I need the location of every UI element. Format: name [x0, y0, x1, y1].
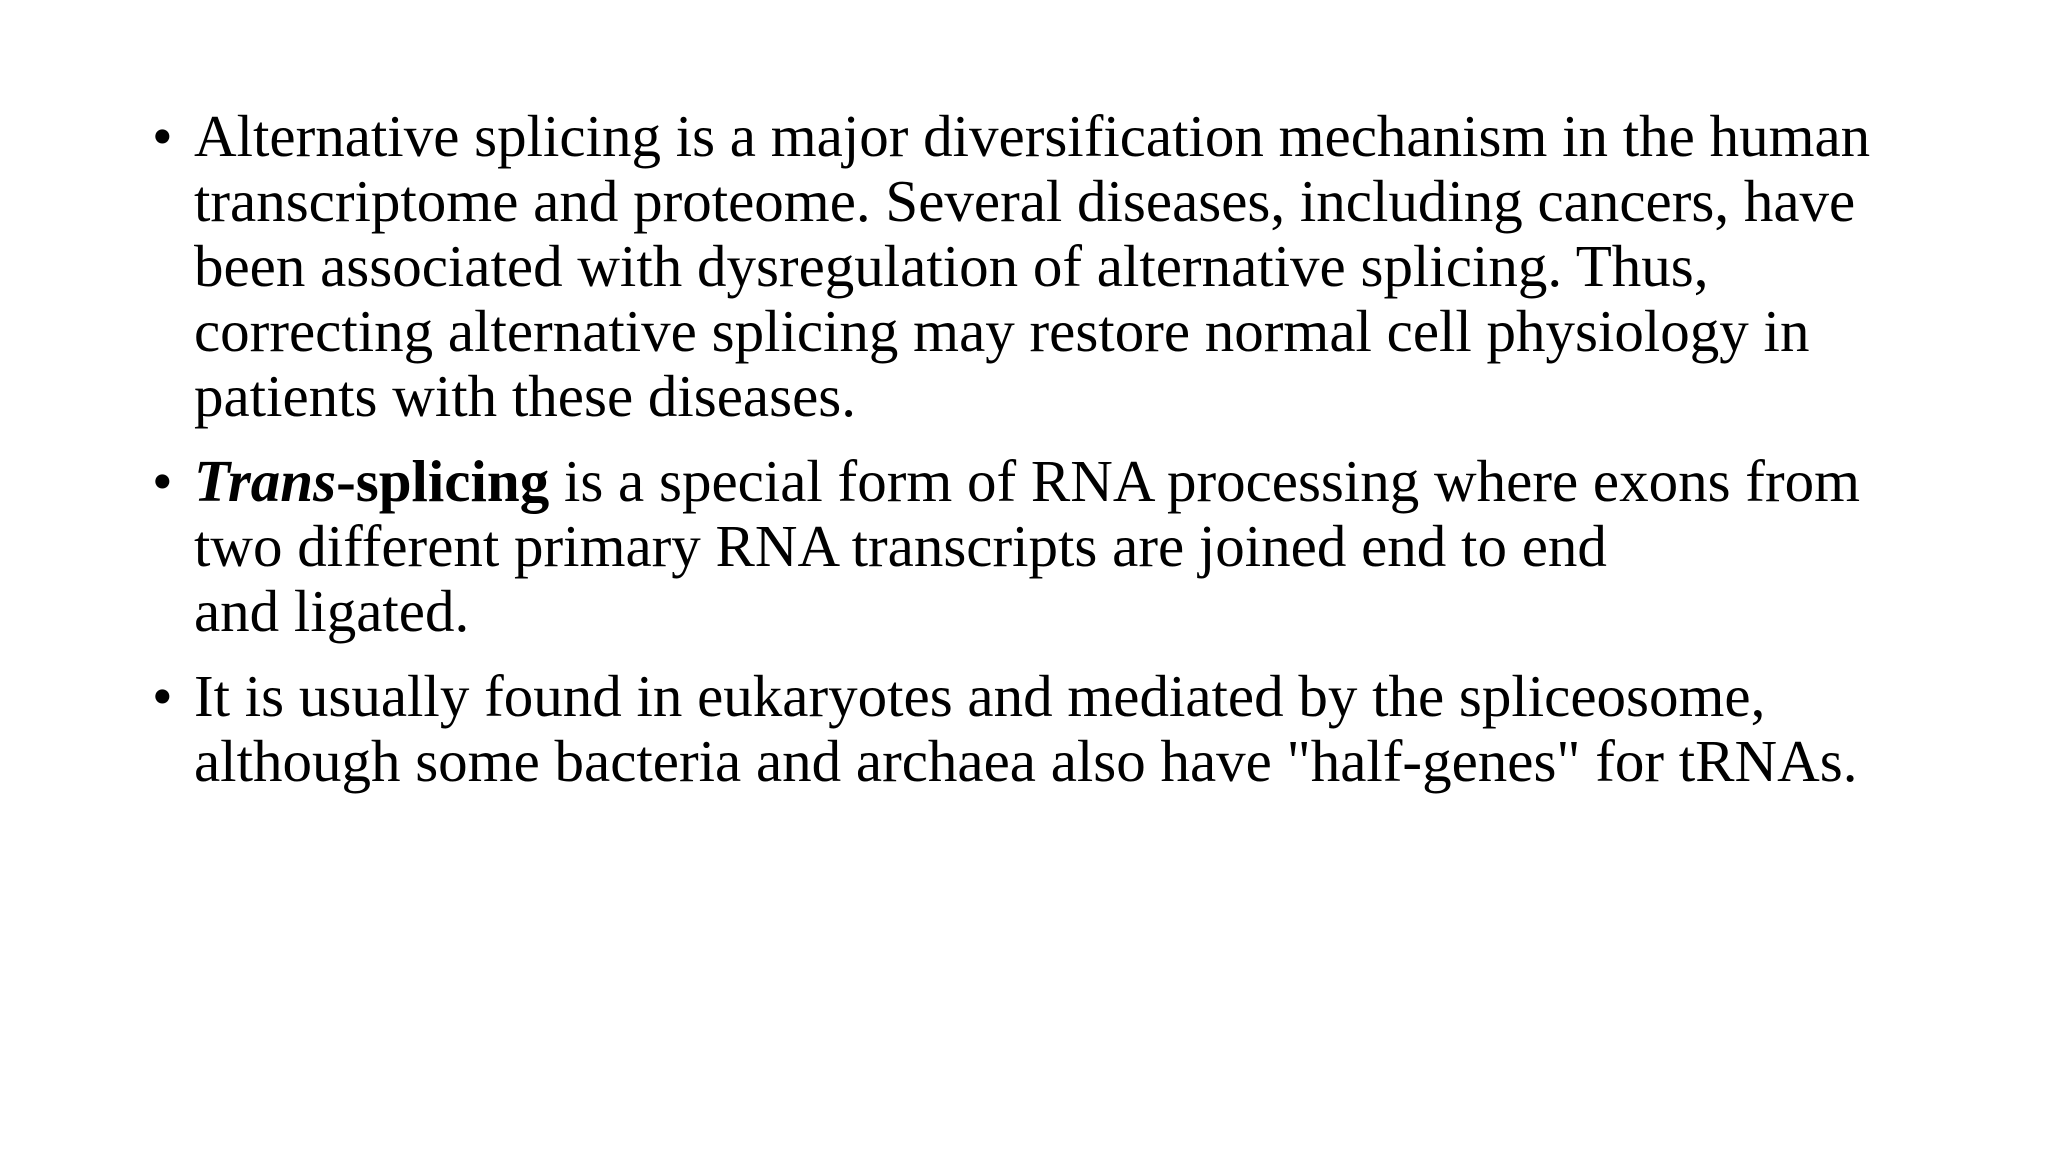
term-rest: -splicing: [336, 448, 550, 514]
bullet-list: [152, 104, 1942, 814]
bullet-text-continued: and ligated.: [194, 578, 470, 644]
bullet-occurrence: [152, 664, 1942, 794]
bullet-text: It is usually found in eukaryotes and mediated by the spliceosome, although some bacteria and archaea also have "half-genes" for tRNAs.: [194, 663, 1858, 794]
bullet-trans-splicing: [152, 449, 1942, 644]
bullet-text: Alternative splicing is a major diversification mechanism in the human transcriptome and proteome. Several diseases, including cancers, have been associated with dysregulation of alternative splicing. Thus, correcting alternative splicing may restore normal cell physiology in patients with these diseases.: [194, 103, 1871, 429]
bullet-alternative-splicing: [152, 104, 1942, 429]
term-trans-splicing: [194, 448, 549, 514]
term-italic: Trans: [194, 448, 337, 514]
bullet-text: is a special form of RNA processing where exons from two different primary RNA transcripts are joined end to end: [194, 448, 1860, 579]
